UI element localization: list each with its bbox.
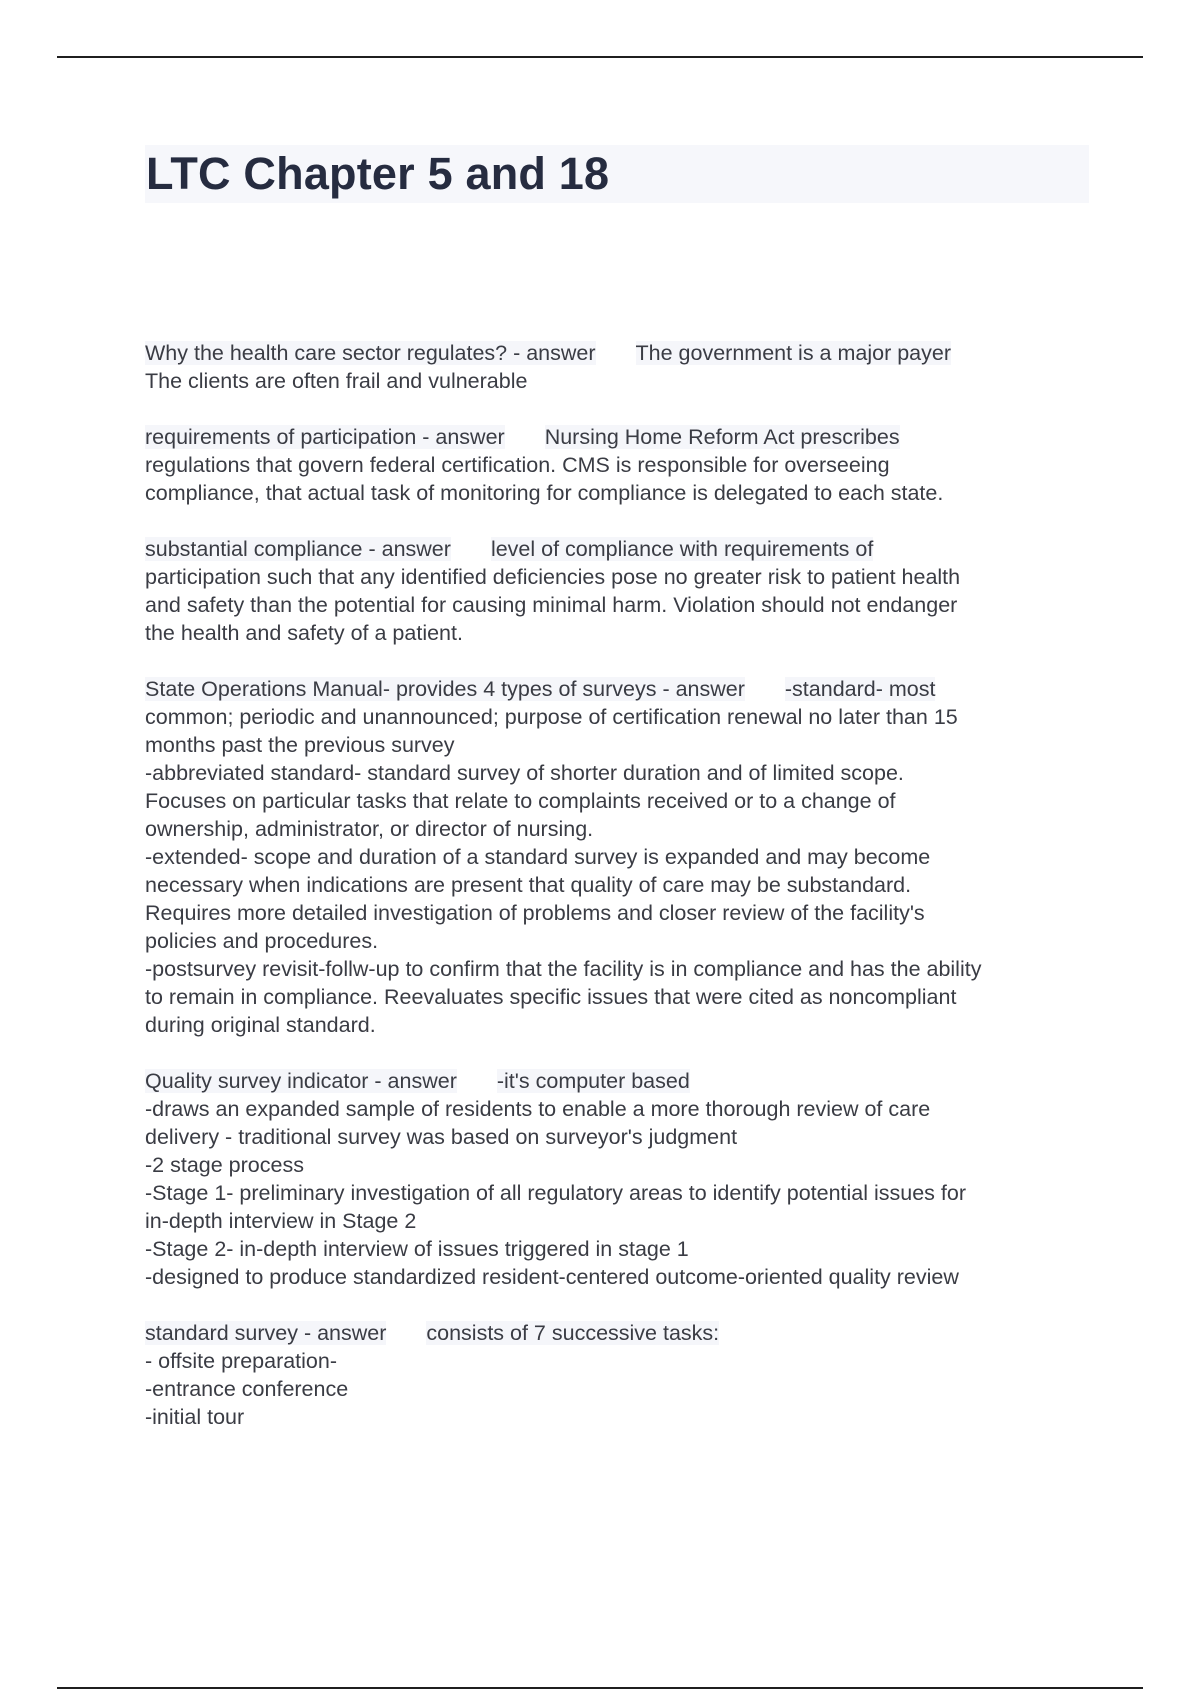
flashcard	[145, 535, 1095, 647]
card-term: standard survey - answer	[145, 1321, 387, 1345]
card-answer-line: policies and procedures.	[145, 929, 379, 953]
card-term: Why the health care sector regulates? - answer	[145, 341, 596, 365]
card-answer-line: -it's computer based	[496, 1069, 690, 1093]
card-answer-line: -Stage 2- in-depth interview of issues triggered in stage 1	[145, 1237, 689, 1261]
card-answer-line: Focuses on particular tasks that relate to complaints received or to a change of	[145, 789, 896, 813]
card-term: Quality survey indicator - answer	[145, 1069, 457, 1093]
card-answer-line: ownership, administrator, or director of nursing.	[145, 817, 594, 841]
card-answer-line: -2 stage process	[145, 1153, 304, 1177]
card-answer-line: in-depth interview in Stage 2	[145, 1209, 417, 1233]
card-answer-line: -postsurvey revisit-follw-up to confirm that the facility is in compliance and has the ability	[145, 957, 982, 981]
card-answer-line: -abbreviated standard- standard survey of shorter duration and of limited scope.	[145, 761, 904, 785]
card-answer-line: participation such that any identified deficiencies pose no greater risk to patient health	[145, 565, 961, 589]
card-first-line	[145, 675, 1095, 703]
card-term: substantial compliance - answer	[145, 537, 451, 561]
card-answer-line: and safety than the potential for causing minimal harm. Violation should not endanger	[145, 593, 958, 617]
card-answer-line: the health and safety of a patient.	[145, 621, 463, 645]
card-answer-line: to remain in compliance. Reevaluates specific issues that were cited as noncompliant	[145, 985, 957, 1009]
card-first-line	[145, 535, 1095, 563]
card-answer-line: delivery - traditional survey was based on surveyor's judgment	[145, 1125, 738, 1149]
card-answer-line: -extended- scope and duration of a standard survey is expanded and may become	[145, 845, 931, 869]
flashcard	[145, 675, 1095, 1039]
card-answer-line: -draws an expanded sample of residents to enable a more thorough review of care	[145, 1097, 931, 1121]
card-answer-line: The clients are often frail and vulnerable	[145, 369, 528, 393]
card-answer-line: -initial tour	[145, 1405, 245, 1429]
card-answer-line: Nursing Home Reform Act prescribes	[544, 425, 900, 449]
card-answer-line: necessary when indications are present that quality of care may be substandard.	[145, 873, 912, 897]
card-answer-line: Requires more detailed investigation of problems and closer review of the facility's	[145, 901, 925, 925]
card-answer-line: The government is a major payer	[635, 341, 952, 365]
card-first-line	[145, 423, 1095, 451]
card-term: requirements of participation - answer	[145, 425, 505, 449]
card-answer-line: during original standard.	[145, 1013, 376, 1037]
bottom-rule	[57, 1687, 1143, 1689]
card-answer-line: -standard- most	[784, 677, 936, 701]
card-answer-line: -entrance conference	[145, 1377, 349, 1401]
flashcard	[145, 423, 1095, 507]
card-answer-line: level of compliance with requirements of	[490, 537, 874, 561]
card-answer-line: - offsite preparation-	[145, 1349, 338, 1373]
card-answer-line: regulations that govern federal certification. CMS is responsible for overseeing	[145, 453, 890, 477]
card-answer-line: -designed to produce standardized resident-centered outcome-oriented quality review	[145, 1265, 959, 1289]
flashcard	[145, 1319, 1095, 1431]
card-first-line	[145, 1067, 1095, 1095]
card-answer-line: consists of 7 successive tasks:	[426, 1321, 720, 1345]
flashcard-list	[145, 339, 1095, 1459]
card-answer-line: common; periodic and unannounced; purpose of certification renewal no later than 15	[145, 705, 958, 729]
flashcard	[145, 1067, 1095, 1291]
top-rule	[57, 56, 1143, 58]
page-title: LTC Chapter 5 and 18	[146, 148, 610, 199]
card-answer-line: compliance, that actual task of monitoring for compliance is delegated to each state.	[145, 481, 944, 505]
card-answer-line: -Stage 1- preliminary investigation of all regulatory areas to identify potential issues for	[145, 1181, 966, 1205]
card-term: State Operations Manual- provides 4 types of surveys - answer	[145, 677, 745, 701]
card-first-line	[145, 1319, 1095, 1347]
flashcard	[145, 339, 1095, 395]
card-answer-line: months past the previous survey	[145, 733, 455, 757]
card-first-line	[145, 339, 1095, 367]
